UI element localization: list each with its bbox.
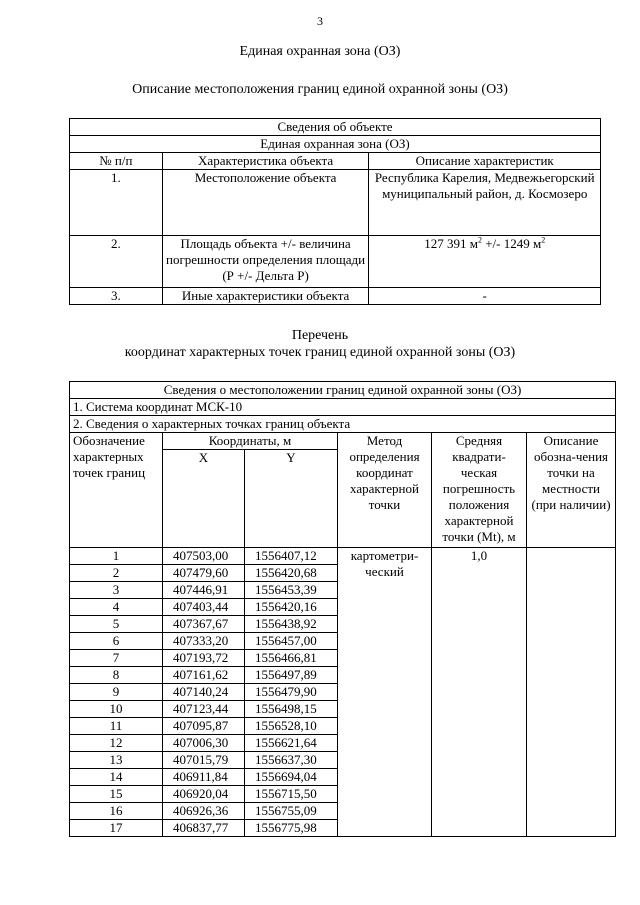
point-x: 407503,00 (163, 548, 245, 565)
point-y: 1556715,50 (245, 786, 338, 803)
object-table-header: Сведения об объекте (70, 119, 601, 136)
col-description-header: Описание характеристик (369, 153, 601, 170)
list-subtitle: координат характерных точек границ единой охранной зоны (ОЗ) (124, 345, 516, 360)
point-y: 1556420,68 (245, 565, 338, 582)
point-x: 407403,44 (163, 599, 245, 616)
row-characteristic: Площадь объекта +/- величина погрешности определения площади (Р +/- Дельта Р) (162, 236, 369, 288)
object-info-table (69, 118, 601, 305)
area-error-unit-sup: 2 (541, 235, 546, 245)
point-x: 407333,20 (163, 633, 245, 650)
table-row (70, 548, 616, 565)
col-description-header: Описание обозна-чения точки на местности (при наличии) (527, 433, 616, 548)
point-y: 1556407,12 (245, 548, 338, 565)
point-number: 16 (70, 803, 163, 820)
point-number: 15 (70, 786, 163, 803)
point-x: 407015,79 (163, 752, 245, 769)
point-y: 1556466,81 (245, 650, 338, 667)
row-description: Республика Карелия, Медвежьегорский муниципальный район, д. Космозеро (369, 170, 601, 236)
point-number: 6 (70, 633, 163, 650)
point-y: 1556528,10 (245, 718, 338, 735)
col-designation-header: Обозначение характерных точек границ (70, 433, 163, 548)
row-num: 2. (70, 236, 163, 288)
point-y: 1556438,92 (245, 616, 338, 633)
col-x-header: X (163, 450, 245, 548)
area-error: +/- 1249 м (481, 236, 542, 251)
point-x: 406920,04 (163, 786, 245, 803)
coordinate-system: 1. Система координат МСК-10 (70, 399, 616, 416)
list-title: Перечень (291, 328, 349, 343)
error-value: 1,0 (432, 548, 527, 837)
point-x: 406926,36 (163, 803, 245, 820)
col-method-header: Метод определения координат характерной точки (338, 433, 432, 548)
point-number: 3 (70, 582, 163, 599)
point-x: 407123,44 (163, 701, 245, 718)
col-y-header: Y (245, 450, 338, 548)
area-value: 127 391 м (424, 236, 478, 251)
coordinates-table (69, 381, 616, 837)
point-y: 1556755,09 (245, 803, 338, 820)
point-number: 13 (70, 752, 163, 769)
point-y: 1556621,64 (245, 735, 338, 752)
point-y: 1556457,00 (245, 633, 338, 650)
point-x: 407367,67 (163, 616, 245, 633)
row-characteristic: Местоположение объекта (162, 170, 369, 236)
point-x: 406911,84 (163, 769, 245, 786)
point-x: 407140,24 (163, 684, 245, 701)
method-value: картометри-ческий (338, 548, 432, 837)
col-error-header: Средняя квадрати-ческая погрешность положения характерной точки (Mt), м (432, 433, 527, 548)
document-subtitle: Описание местоположения границ единой охранной зоны (ОЗ) (132, 82, 508, 97)
object-table-subheader: Единая охранная зона (ОЗ) (70, 136, 601, 153)
row-characteristic: Иные характеристики объекта (162, 288, 369, 305)
document-title: Единая охранная зона (ОЗ) (239, 44, 401, 59)
points-header: 2. Сведения о характерных точках границ объекта (70, 416, 616, 433)
point-number: 17 (70, 820, 163, 837)
coords-table-header: Сведения о местоположении границ единой охранной зоны (ОЗ) (70, 382, 616, 399)
point-y: 1556775,98 (245, 820, 338, 837)
point-description (527, 548, 616, 837)
point-y: 1556637,30 (245, 752, 338, 769)
col-characteristic-header: Характеристика объекта (162, 153, 369, 170)
point-number: 1 (70, 548, 163, 565)
point-y: 1556497,89 (245, 667, 338, 684)
point-number: 7 (70, 650, 163, 667)
row-num: 3. (70, 288, 163, 305)
point-number: 9 (70, 684, 163, 701)
point-y: 1556453,39 (245, 582, 338, 599)
point-y: 1556420,16 (245, 599, 338, 616)
point-number: 12 (70, 735, 163, 752)
point-x: 407095,87 (163, 718, 245, 735)
point-x: 407006,30 (163, 735, 245, 752)
point-number: 2 (70, 565, 163, 582)
row-description: - (369, 288, 601, 305)
point-y: 1556694,04 (245, 769, 338, 786)
points-body (70, 548, 616, 837)
point-number: 8 (70, 667, 163, 684)
point-x: 406837,77 (163, 820, 245, 837)
point-number: 5 (70, 616, 163, 633)
point-y: 1556498,15 (245, 701, 338, 718)
point-number: 11 (70, 718, 163, 735)
point-x: 407193,72 (163, 650, 245, 667)
row-num: 1. (70, 170, 163, 236)
col-num-header: № п/п (70, 153, 163, 170)
area-unit-sup: 2 (477, 235, 482, 245)
point-y: 1556479,90 (245, 684, 338, 701)
page-number: 3 (317, 14, 323, 28)
point-number: 10 (70, 701, 163, 718)
point-x: 407161,62 (163, 667, 245, 684)
point-number: 14 (70, 769, 163, 786)
point-number: 4 (70, 599, 163, 616)
point-x: 407479,60 (163, 565, 245, 582)
point-x: 407446,91 (163, 582, 245, 599)
col-coords-header: Координаты, м (163, 433, 338, 450)
row-description (369, 236, 601, 288)
